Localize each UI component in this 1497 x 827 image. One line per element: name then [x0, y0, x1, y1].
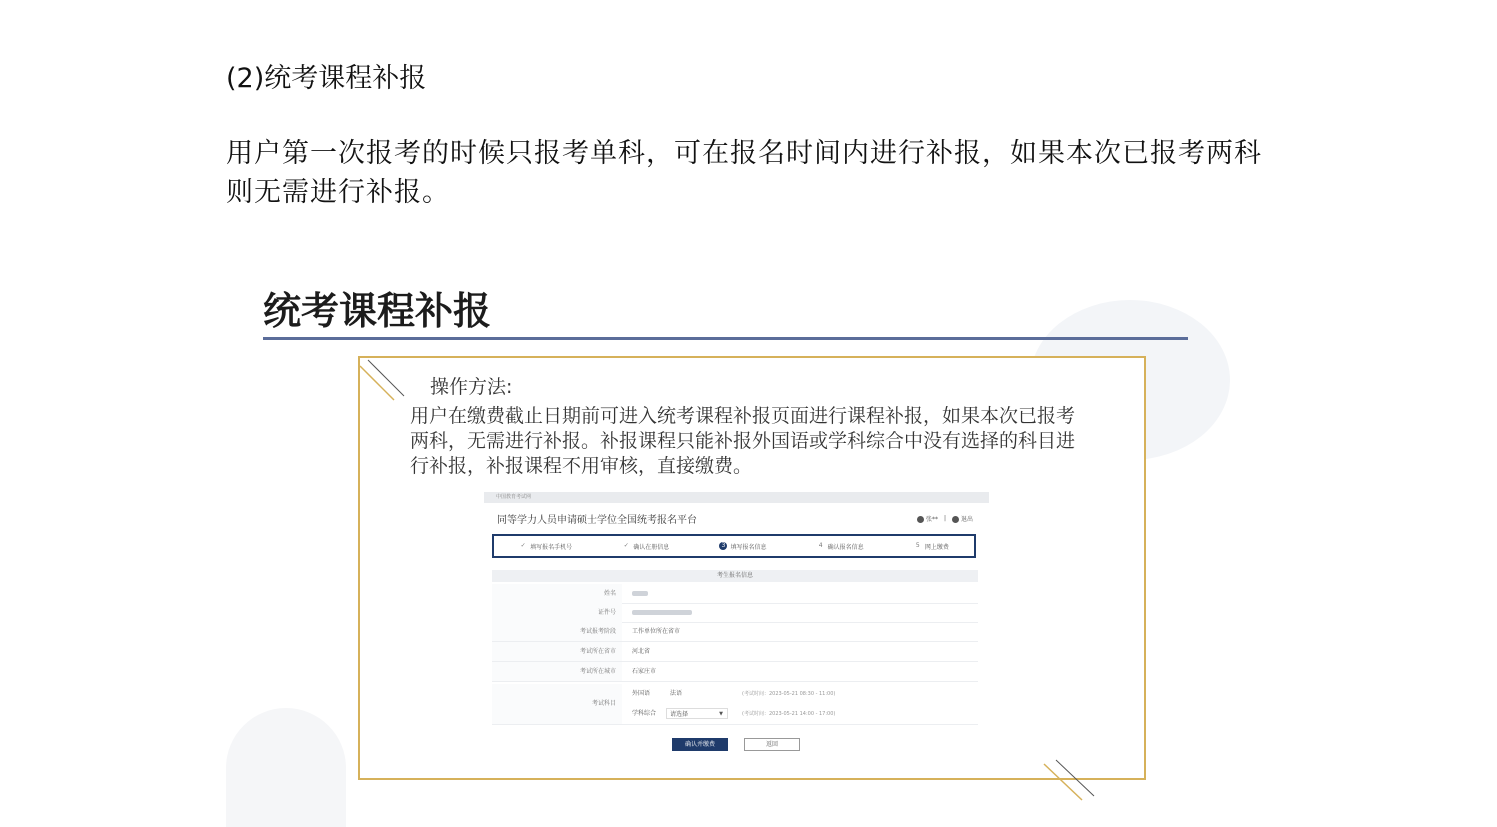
step-1	[519, 542, 572, 551]
background-blob	[226, 708, 346, 827]
doc-heading: (2)统考课程补报	[226, 63, 427, 94]
row-key: 考试报考阶段	[492, 622, 622, 641]
power-icon	[952, 516, 959, 523]
site-topbar: 中国教育考试网	[484, 492, 989, 503]
step-number: 5	[915, 542, 920, 549]
progress-steps	[492, 534, 976, 558]
subject-label: 学科综合	[632, 710, 657, 717]
step-5	[914, 542, 949, 551]
row-key: 考试所在省市	[492, 642, 622, 661]
row-key: 考试所在城市	[492, 662, 622, 681]
step-label: 填写报名手机号	[530, 543, 573, 551]
operation-label: 操作方法:	[430, 376, 513, 398]
user-icon	[917, 516, 924, 523]
form-row-name	[492, 584, 978, 604]
step-4	[817, 542, 864, 551]
decorative-lines-icon	[1042, 758, 1096, 802]
subject-label: 外国语	[632, 690, 651, 697]
step-number: 4	[818, 542, 823, 549]
row-value: 石家庄市	[632, 668, 657, 675]
user-menu[interactable]	[917, 514, 938, 523]
separator: |	[943, 515, 946, 522]
row-value	[632, 603, 692, 622]
decorative-lines-icon	[358, 358, 408, 402]
step-number: 3	[719, 542, 727, 550]
subject-comprehensive	[632, 704, 972, 724]
row-value: 工作单位所在省市	[632, 628, 681, 635]
form-row-city	[492, 662, 978, 682]
redacted-value	[632, 610, 692, 615]
operation-text: 用户在缴费截止日期前可进入统考课程补报页面进行课程补报，如果本次已报考两科，无需进行补报。补报课程只能补报外国语或学科综合中没有选择的科目进行补报，补报课程不用审核，直接缴费。	[410, 405, 1076, 477]
step-label: 网上缴费	[924, 543, 949, 551]
logout-label: 退出	[960, 516, 973, 523]
row-key: 证件号	[492, 603, 622, 622]
check-icon: ✓	[623, 542, 629, 549]
confirm-pay-button[interactable]: 确认并缴费	[672, 738, 728, 751]
row-value	[632, 584, 648, 603]
section-title: 考生报名信息	[492, 570, 978, 582]
slide-divider	[263, 337, 1188, 340]
slide-title: 统考课程补报	[263, 289, 492, 333]
row-key: 姓名	[492, 584, 622, 603]
step-label: 确认在册信息	[633, 543, 670, 551]
form-row-stage	[492, 622, 978, 642]
step-3	[719, 542, 766, 551]
logout-link[interactable]	[952, 514, 973, 523]
user-area	[917, 514, 973, 523]
exam-time-note: (考试时间：2023-05-21 14:00 - 17:00)	[742, 711, 836, 717]
subject-value: 法语	[670, 690, 683, 697]
step-label: 填写报名信息	[730, 543, 767, 551]
subject-foreign-language	[632, 684, 972, 704]
platform-title: 同等学力人员申请硕士学位全国统考报名平台	[497, 515, 697, 526]
select-value: 请选择	[670, 711, 689, 718]
step-label: 确认报名信息	[827, 543, 864, 551]
doc-paragraph: 用户第一次报考的时候只报考单科，可在报名时间内进行补报，如果本次已报考两科则无需进行补报。	[226, 138, 1262, 208]
platform-screenshot	[484, 492, 989, 760]
user-name: 张**	[925, 516, 938, 523]
form-row-province	[492, 642, 978, 662]
step-2	[622, 542, 669, 551]
check-icon: ✓	[520, 542, 526, 549]
chevron-down-icon: ▼	[719, 711, 723, 717]
row-value: 河北省	[632, 648, 651, 655]
subject-select[interactable]	[666, 708, 728, 719]
form-row-subjects	[492, 684, 978, 725]
form-row-id	[492, 603, 978, 623]
back-button[interactable]: 返回	[744, 738, 800, 751]
row-key: 考试科目	[492, 684, 622, 724]
exam-time-note: (考试时间：2023-05-21 08:30 - 11:00)	[742, 691, 836, 697]
redacted-value	[632, 591, 648, 596]
